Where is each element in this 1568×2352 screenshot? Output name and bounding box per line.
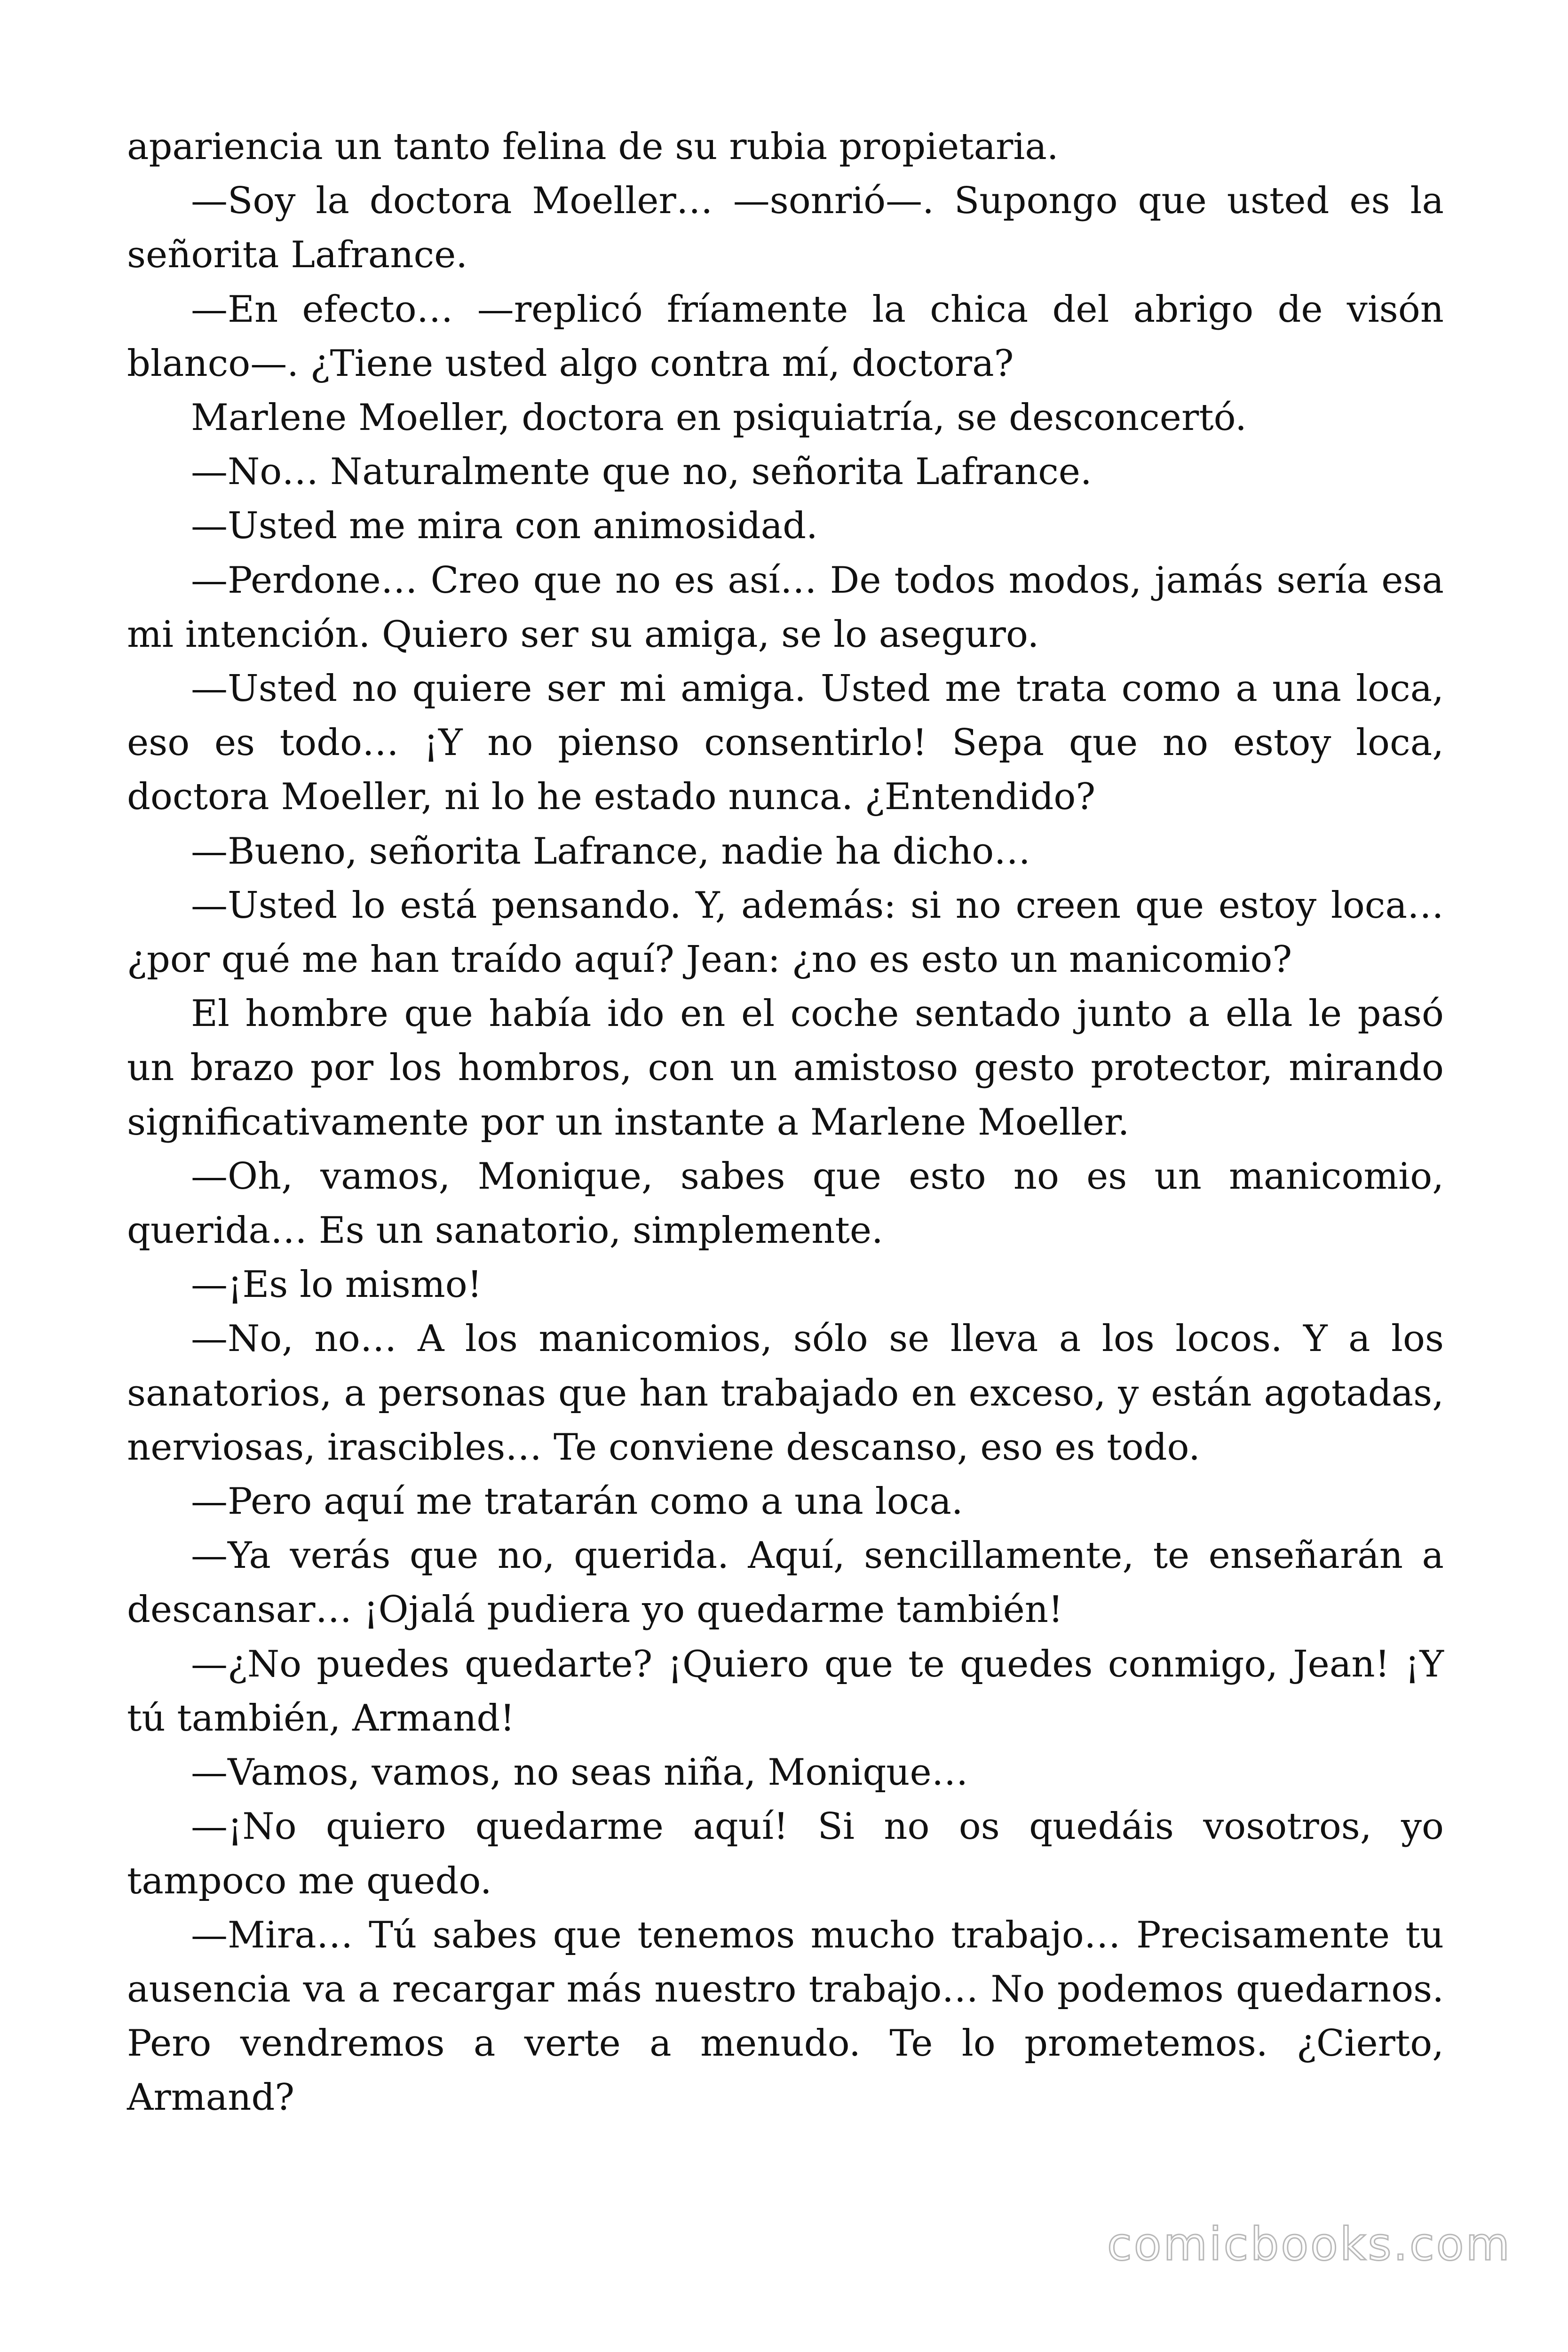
paragraph: El hombre que había ido en el coche sentado junto a ella le pasó un brazo por los hombros, con un amistoso gesto protector, mirando significativamente por un instante a Marlene Moeller. [127,993,1444,1144]
paragraph: —En efecto… —replicó fríamente la chica del abrigo de visón blanco—. ¿Tiene usted algo contra mí, doctora? [127,288,1444,385]
paragraph: Marlene Moeller, doctora en psiquiatría, se desconcertó. [191,397,1247,439]
paragraph: —¡Es lo mismo! [191,1263,483,1306]
page-body [127,120,1444,2125]
paragraph: —Bueno, señorita Lafrance, nadie ha dicho… [191,830,1031,873]
paragraph: —Usted no quiere ser mi amiga. Usted me trata como a una loca, eso es todo… ¡Y no pienso consentirlo! Sepa que no estoy loca, doctora Moeller, ni lo he estado nunca. ¿Entendido? [127,667,1444,818]
paragraph: —¡No quiero quedarme aquí! Si no os quedáis vosotros, yo tampoco me quedo. [127,1805,1444,1902]
paragraph: —No… Naturalmente que no, señorita Lafrance. [191,451,1092,493]
site-watermark: comicbooks.com [1107,2218,1512,2271]
paragraph: —Oh, vamos, Monique, sabes que esto no es un manicomio, querida… Es un sanatorio, simplemente. [127,1155,1444,1252]
paragraph: —Usted lo está pensando. Y, además: si no creen que estoy loca… ¿por qué me han traído aquí? Jean: ¿no es esto un manicomio? [127,884,1444,981]
paragraph: —¿No puedes quedarte? ¡Quiero que te quedes conmigo, Jean! ¡Y tú también, Armand! [127,1643,1444,1740]
paragraph: apariencia un tanto felina de su rubia propietaria. [127,126,1059,168]
paragraph: —No, no… A los manicomios, sólo se lleva a los locos. Y a los sanatorios, a personas que han trabajado en exceso, y están agotadas, nerviosas, irascibles… Te conviene descanso, eso es todo. [127,1318,1444,1469]
paragraph: —Soy la doctora Moeller… —sonrió—. Supongo que usted es la señorita Lafrance. [127,180,1444,277]
paragraph: —Ya verás que no, querida. Aquí, sencillamente, te enseñarán a descansar… ¡Ojalá pudiera yo quedarme también! [127,1534,1444,1631]
paragraph: —Perdone… Creo que no es así… De todos modos, jamás sería esa mi intención. Quiero ser su amiga, se lo aseguro. [127,559,1444,656]
paragraph: —Vamos, vamos, no seas niña, Monique… [191,1751,968,1794]
paragraph: —Mira… Tú sabes que tenemos mucho trabajo… Precisamente tu ausencia va a recargar más nuestro trabajo… No podemos quedarnos. Pero vendremos a verte a menudo. Te lo prometemos. ¿Cierto, Armand? [127,1914,1444,2119]
paragraph: —Usted me mira con animosidad. [191,505,818,548]
paragraph: —Pero aquí me tratarán como a una loca. [191,1480,963,1523]
